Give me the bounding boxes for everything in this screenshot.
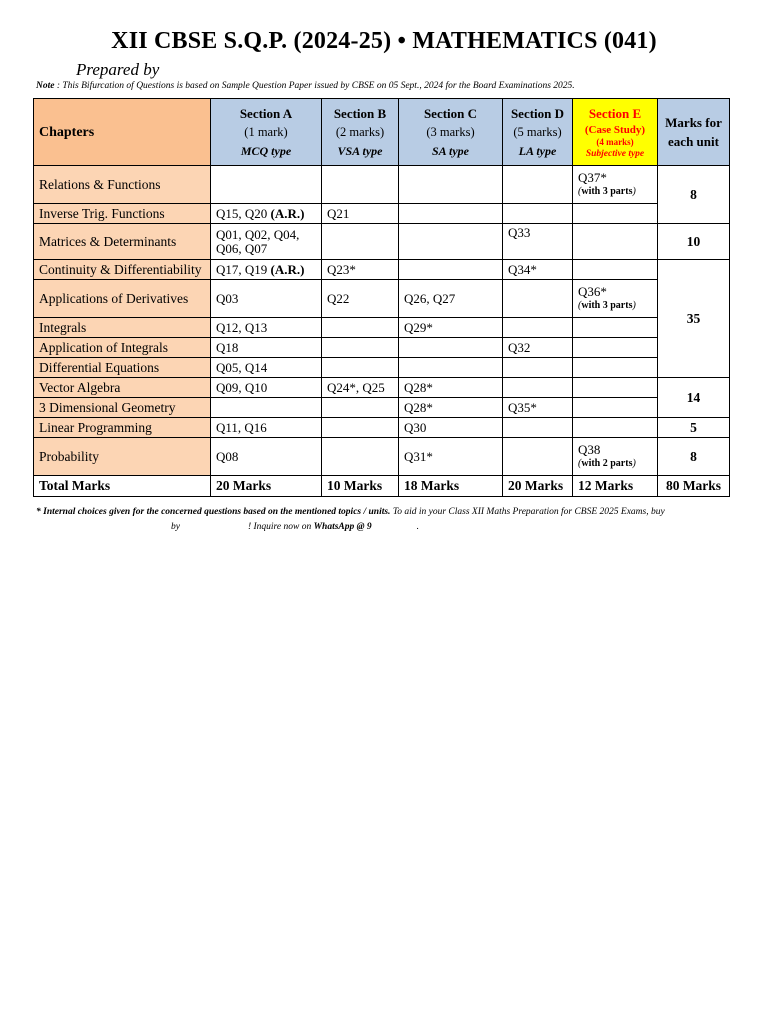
cell-b: Q24*, Q25 [322,378,399,398]
cell-a: Q09, Q10 [211,378,322,398]
cell-a: Q18 [211,338,322,358]
cell-e [573,358,658,378]
parts-note: (with 3 parts) [578,300,636,311]
ar-tag: (A.R.) [270,205,305,221]
cell-a [211,260,322,280]
cell-d [503,280,573,318]
table-row [34,224,730,260]
cell-a: Q12, Q13 [211,318,322,338]
cell-d: Q35* [503,398,573,418]
cell-c: Q31* [399,438,503,476]
chapter-cell: Probability [34,438,211,476]
cell-a: Q03 [211,280,322,318]
note [36,81,575,91]
chapter-cell: Matrices & Determinants [34,224,211,260]
note-text: : This Bifurcation of Questions is based on Sample Question Paper issued by CBSE on 05 Sept., 2024 for the Board Examinations 2025. [54,81,575,91]
cell-a-value: Q15, Q20 [216,205,268,221]
header-section-c [399,99,503,166]
section-d-name: Section D [510,105,565,121]
cell-c: Q26, Q27 [399,280,503,318]
unit-marks-cell: 5 [658,418,730,438]
cell-b [322,166,399,204]
section-b-name: Section B [333,105,387,121]
cell-e [573,204,658,224]
cell-e [573,318,658,338]
total-a: 20 Marks [211,476,322,497]
cell-e [573,398,658,418]
section-e-marks: (Case Study) [584,124,646,136]
section-e-type: Subjective type [585,149,645,159]
cell-b [322,398,399,418]
cell-e [573,338,658,358]
cell-a [211,166,322,204]
table-row [34,166,730,204]
header-unit-marks: Marks for each unit [658,99,730,166]
cell-e [573,280,658,318]
section-b-marks: (2 marks) [335,124,385,139]
page-title: XII CBSE S.Q.P. (2024-25) • MATHEMATICS (041) [111,28,657,54]
cell-d [503,204,573,224]
cell-e [573,378,658,398]
chapter-cell: Applications of Derivatives [34,280,211,318]
cell-e-value: Q36* [578,284,607,299]
footer-bold: * Internal choices given for the concerned questions based on the mentioned topics / units. [36,507,391,517]
table-row [34,260,730,280]
section-a-marks: (1 mark) [244,124,288,139]
cell-d: Q33 [503,224,573,260]
unit-marks-cell: 10 [658,224,730,260]
section-e-marks2: (4 marks) [596,137,634,147]
table-row [34,204,730,224]
cell-e-value: Q37* [578,170,607,185]
cell-a: Q05, Q14 [211,358,322,378]
parts-text: with 3 parts [581,300,633,311]
cell-e [573,260,658,280]
table-row [34,318,730,338]
cell-d [503,318,573,338]
cell-b [322,438,399,476]
table-row [34,418,730,438]
header-row [34,99,730,166]
cell-e [573,224,658,260]
footer-text-1: To aid in your Class XII Maths Preparation for CBSE 2025 Exams, buy [390,507,665,517]
table-row [34,338,730,358]
section-b-type: VSA type [337,143,383,158]
table-row [34,438,730,476]
question-bifurcation-table [33,98,730,497]
cell-d: Q32 [503,338,573,358]
total-row [34,476,730,497]
table-row [34,280,730,318]
table-row [34,358,730,378]
total-b: 10 Marks [322,476,399,497]
cell-e [573,418,658,438]
footer-text-2: by [171,522,180,532]
parts-note: (with 2 parts) [578,458,636,469]
cell-c [399,338,503,358]
cell-c [399,224,503,260]
chapter-cell: Integrals [34,318,211,338]
parts-text: with 3 parts [581,186,633,197]
chapter-cell: Relations & Functions [34,166,211,204]
cell-c [399,204,503,224]
cell-c: Q28* [399,378,503,398]
cell-a [211,204,322,224]
header-section-e [573,99,658,166]
whatsapp-link[interactable]: WhatsApp @ 9 [313,522,372,532]
chapter-cell: Inverse Trig. Functions [34,204,211,224]
section-d-type: LA type [518,143,557,158]
cell-a: Q01, Q02, Q04, Q06, Q07 [211,224,322,260]
cell-c [399,166,503,204]
footer-text-4: . [416,522,420,532]
total-label: Total Marks [34,476,211,497]
cell-b [322,418,399,438]
cell-b [322,358,399,378]
footer-text-3: ! Inquire now on [247,522,314,532]
cell-a: Q11, Q16 [211,418,322,438]
cell-c: Q30 [399,418,503,438]
chapter-cell: Application of Integrals [34,338,211,358]
total-e: 12 Marks [573,476,658,497]
section-a-name: Section A [239,105,293,121]
parts-text: with 2 parts [581,458,633,469]
total-c: 18 Marks [399,476,503,497]
cell-d: Q34* [503,260,573,280]
unit-marks-cell: 14 [658,378,730,418]
note-label: Note [36,81,55,91]
section-c-marks: (3 marks) [426,124,475,139]
chapter-cell: Linear Programming [34,418,211,438]
section-c-name: Section C [423,105,478,121]
cell-d [503,418,573,438]
cell-c [399,358,503,378]
cell-e [573,166,658,204]
unit-marks-cell: 8 [658,438,730,476]
chapter-cell: Continuity & Differentiability [34,260,211,280]
cell-b [322,224,399,260]
total-d: 20 Marks [503,476,573,497]
unit-marks-cell: 35 [658,260,730,378]
prepared-by: Prepared by [76,60,160,79]
cell-d [503,358,573,378]
cell-a [211,398,322,418]
cell-d [503,438,573,476]
table-row [34,398,730,418]
cell-d [503,378,573,398]
cell-b: Q22 [322,280,399,318]
cell-b [322,318,399,338]
cell-c [399,260,503,280]
chapter-cell: Differential Equations [34,358,211,378]
header-section-b [322,99,399,166]
parts-note: (with 3 parts) [578,186,636,197]
cell-b: Q23* [322,260,399,280]
unit-marks-cell: 8 [658,166,730,224]
footer-note [36,505,736,535]
header-section-d [503,99,573,166]
chapter-cell: 3 Dimensional Geometry [34,398,211,418]
cell-c: Q28* [399,398,503,418]
table-row [34,378,730,398]
section-e-name: Section E [588,106,642,121]
cell-e [573,438,658,476]
section-d-marks: (5 marks) [513,124,562,139]
total-unit: 80 Marks [658,476,730,497]
cell-b: Q21 [322,204,399,224]
header-chapters: Chapters [34,99,211,166]
chapter-cell: Vector Algebra [34,378,211,398]
cell-b [322,338,399,358]
cell-a-value: Q17, Q19 [216,261,268,277]
cell-e-value: Q38 [578,442,601,457]
cell-d [503,166,573,204]
ar-tag: (A.R.) [270,261,305,277]
section-c-type: SA type [431,143,469,158]
cell-a: Q08 [211,438,322,476]
cell-c: Q29* [399,318,503,338]
header-section-a [211,99,322,166]
section-a-type: MCQ type [240,143,292,158]
